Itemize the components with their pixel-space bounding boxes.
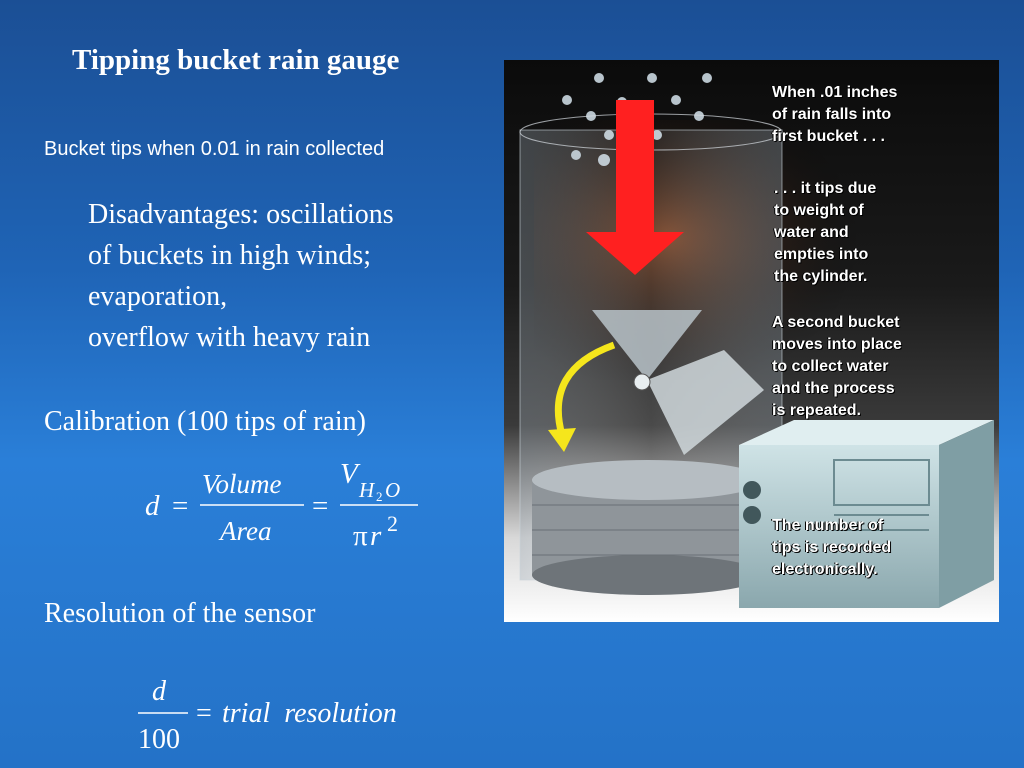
calibration-heading: Calibration (100 tips of rain) [44,406,366,437]
disadvantages-line: evaporation, [88,281,228,312]
rain-gauge-illustration [504,60,999,622]
formula-equals: = [196,698,212,729]
formula-pi: π [353,520,368,552]
resolution-heading: Resolution of the sensor [44,598,316,629]
formula-v: V [340,458,358,490]
collection-cylinder [532,460,764,595]
callout-first-bucket: When .01 inches of rain falls into first bucket . . . [772,84,898,145]
disadvantages-line: overflow with heavy rain [88,322,371,353]
formula-equals: = [172,490,189,522]
formula-exp: 2 [387,511,398,536]
formula-100: 100 [138,724,180,755]
formula-sub-2: 2 [376,489,383,504]
callout-tips: . . . it tips due to weight of water and empties into the cylinder. [774,180,877,285]
formula-area: Area [220,516,272,546]
calibration-formula [140,455,440,560]
formula-volume: Volume [202,469,282,499]
callout-second-bucket: A second bucket moves into place to collect water and the process is repeated. [772,314,902,419]
slide-subtitle: Bucket tips when 0.01 in rain collected [44,138,385,160]
formula-equals: = [312,490,329,522]
gauge-drawing [504,60,999,622]
resolution-formula [130,672,450,762]
callout-recorded: The number of tips is recorded electronically. [772,517,892,578]
disadvantages-line: of buckets in high winds; [88,240,372,271]
disadvantages-text [88,194,394,358]
slide-title: Tipping bucket rain gauge [72,44,400,76]
formula-d: d [145,490,160,522]
formula-d: d [152,676,166,707]
formula-trial-resolution: trial resolution [222,698,397,729]
formula-sub-o: O [385,478,401,502]
disadvantages-line: Disadvantages: oscillations [88,199,394,230]
formula-r: r [370,520,382,552]
pivot-icon [634,374,650,390]
formula-sub-h: H [359,478,375,502]
